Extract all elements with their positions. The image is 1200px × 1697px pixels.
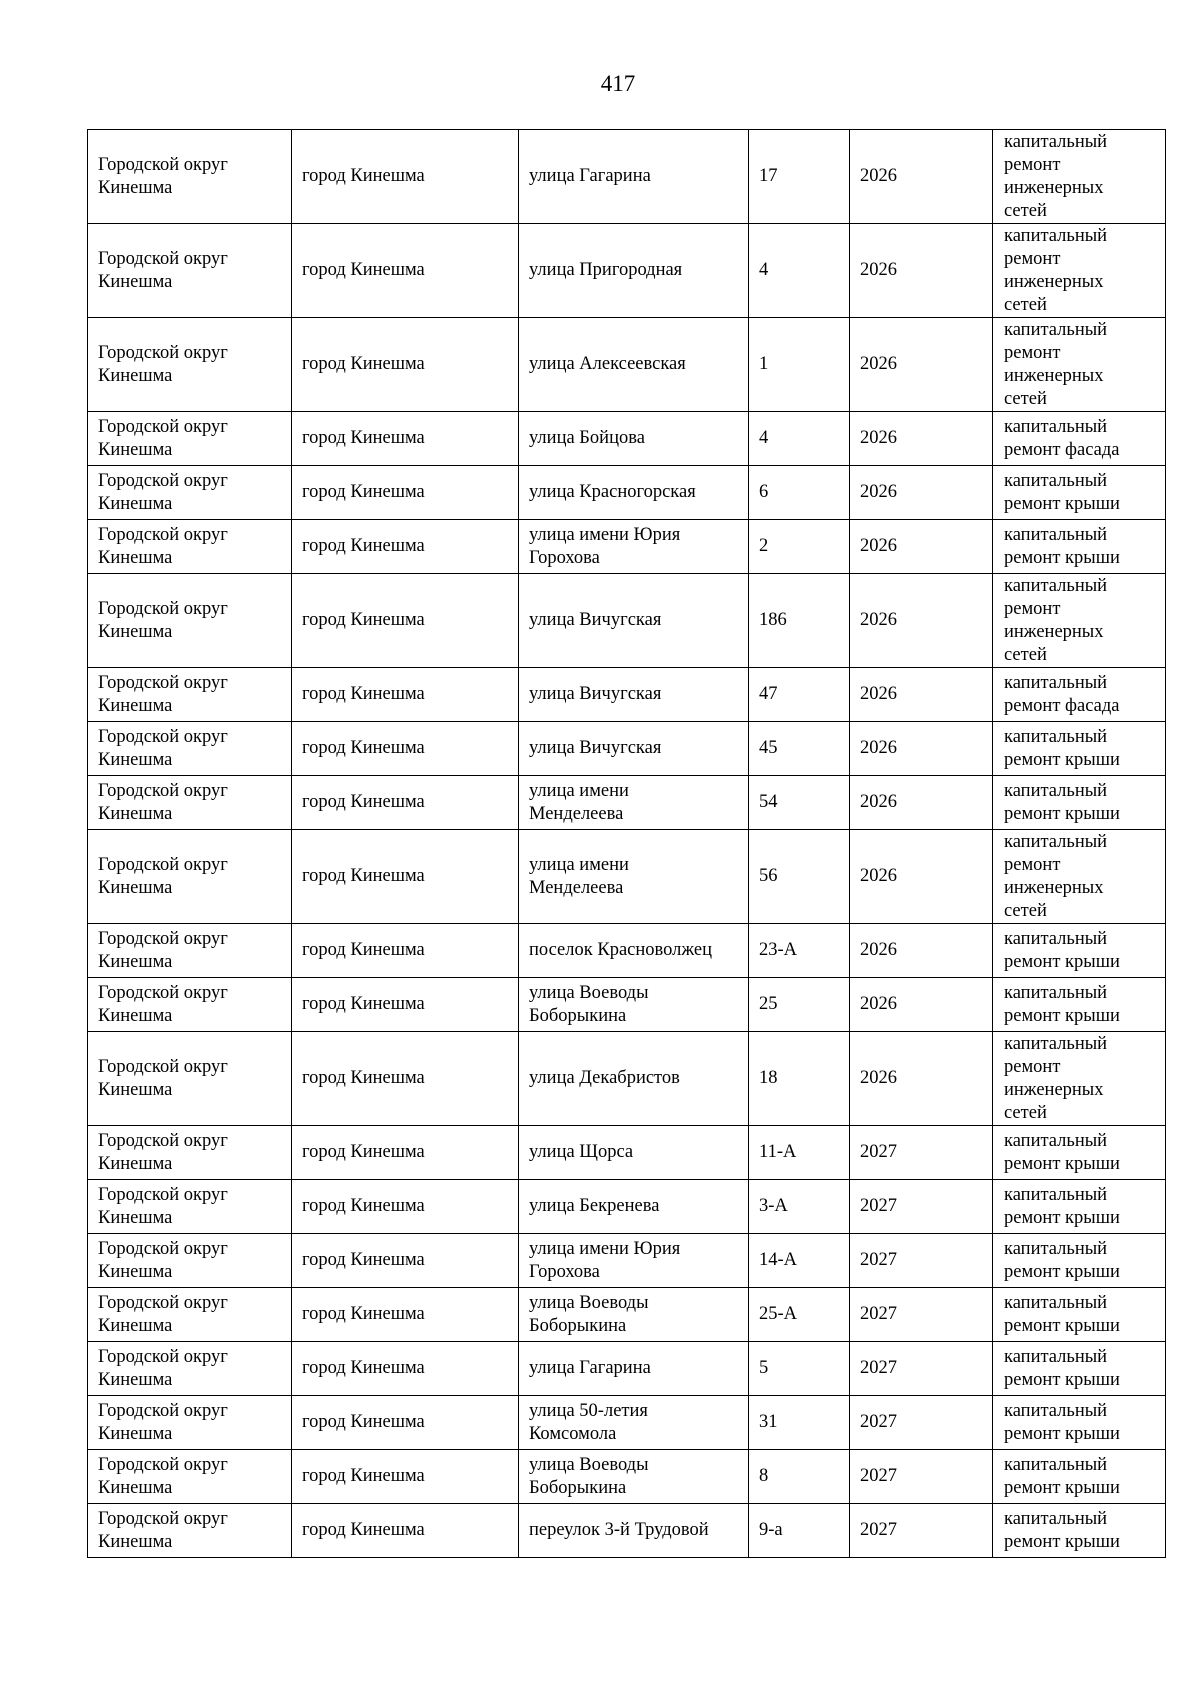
cell-settlement: город Кинешма [292, 1288, 519, 1342]
cell-work-type: капитальный ремонт крыши [993, 1180, 1166, 1234]
cell-year: 2027 [850, 1288, 993, 1342]
cell-street: улица Воеводы Боборыкина [519, 978, 749, 1032]
cell-settlement: город Кинешма [292, 924, 519, 978]
cell-year: 2026 [850, 412, 993, 466]
table-row [88, 1504, 1166, 1558]
cell-district: Городской округ Кинешма [88, 574, 292, 668]
cell-work-type: капитальный ремонт инженерных сетей [993, 830, 1166, 924]
cell-work-type: капитальный ремонт крыши [993, 924, 1166, 978]
cell-house: 4 [749, 412, 850, 466]
cell-work-type: капитальный ремонт крыши [993, 466, 1166, 520]
cell-house: 25-А [749, 1288, 850, 1342]
cell-street: улица имени Менделеева [519, 776, 749, 830]
cell-work-type: капитальный ремонт крыши [993, 1234, 1166, 1288]
table-row [88, 466, 1166, 520]
cell-work-type: капитальный ремонт крыши [993, 1342, 1166, 1396]
cell-settlement: город Кинешма [292, 1234, 519, 1288]
cell-work-type: капитальный ремонт крыши [993, 520, 1166, 574]
cell-street: улица Декабристов [519, 1032, 749, 1126]
cell-house: 8 [749, 1450, 850, 1504]
cell-year: 2026 [850, 722, 993, 776]
cell-district: Городской округ Кинешма [88, 1450, 292, 1504]
cell-district: Городской округ Кинешма [88, 1180, 292, 1234]
cell-street: улица Красногорская [519, 466, 749, 520]
cell-year: 2026 [850, 318, 993, 412]
cell-street: улица Гагарина [519, 1342, 749, 1396]
cell-street: улица Вичугская [519, 722, 749, 776]
table-row [88, 1396, 1166, 1450]
cell-district: Городской округ Кинешма [88, 224, 292, 318]
page-number: 417 [600, 71, 636, 96]
cell-year: 2027 [850, 1450, 993, 1504]
cell-year: 2027 [850, 1126, 993, 1180]
cell-settlement: город Кинешма [292, 224, 519, 318]
cell-street: поселок Красноволжец [519, 924, 749, 978]
cell-year: 2026 [850, 776, 993, 830]
cell-house: 6 [749, 466, 850, 520]
cell-district: Городской округ Кинешма [88, 1126, 292, 1180]
cell-house: 186 [749, 574, 850, 668]
cell-house: 4 [749, 224, 850, 318]
cell-district: Городской округ Кинешма [88, 520, 292, 574]
cell-work-type: капитальный ремонт фасада [993, 668, 1166, 722]
cell-district: Городской округ Кинешма [88, 776, 292, 830]
cell-year: 2026 [850, 1032, 993, 1126]
cell-work-type: капитальный ремонт крыши [993, 1450, 1166, 1504]
cell-year: 2026 [850, 130, 993, 224]
cell-house: 1 [749, 318, 850, 412]
cell-year: 2026 [850, 466, 993, 520]
table-row [88, 574, 1166, 668]
cell-settlement: город Кинешма [292, 1126, 519, 1180]
cell-house: 3-А [749, 1180, 850, 1234]
cell-street: улица Вичугская [519, 574, 749, 668]
cell-street: улица Бекренева [519, 1180, 749, 1234]
cell-street: улица имени Менделеева [519, 830, 749, 924]
cell-year: 2026 [850, 668, 993, 722]
cell-year: 2027 [850, 1342, 993, 1396]
cell-street: переулок 3-й Трудовой [519, 1504, 749, 1558]
cell-district: Городской округ Кинешма [88, 1342, 292, 1396]
cell-settlement: город Кинешма [292, 574, 519, 668]
table-row [88, 412, 1166, 466]
table-row [88, 1180, 1166, 1234]
cell-district: Городской округ Кинешма [88, 1288, 292, 1342]
cell-settlement: город Кинешма [292, 1180, 519, 1234]
cell-street: улица Щорса [519, 1126, 749, 1180]
table-row [88, 830, 1166, 924]
cell-district: Городской округ Кинешма [88, 412, 292, 466]
cell-work-type: капитальный ремонт крыши [993, 1288, 1166, 1342]
table-row [88, 224, 1166, 318]
table-row [88, 722, 1166, 776]
cell-work-type: капитальный ремонт фасада [993, 412, 1166, 466]
cell-work-type: капитальный ремонт крыши [993, 1396, 1166, 1450]
cell-settlement: город Кинешма [292, 668, 519, 722]
cell-settlement: город Кинешма [292, 520, 519, 574]
cell-settlement: город Кинешма [292, 1450, 519, 1504]
table-row [88, 1126, 1166, 1180]
cell-house: 47 [749, 668, 850, 722]
cell-house: 25 [749, 978, 850, 1032]
cell-house: 45 [749, 722, 850, 776]
cell-work-type: капитальный ремонт крыши [993, 1126, 1166, 1180]
cell-house: 14-А [749, 1234, 850, 1288]
repair-schedule-table [87, 129, 1166, 1558]
cell-year: 2026 [850, 924, 993, 978]
cell-settlement: город Кинешма [292, 318, 519, 412]
table-body [88, 130, 1166, 1558]
cell-work-type: капитальный ремонт инженерных сетей [993, 318, 1166, 412]
cell-settlement: город Кинешма [292, 830, 519, 924]
cell-year: 2026 [850, 978, 993, 1032]
table-row [88, 668, 1166, 722]
cell-house: 23-А [749, 924, 850, 978]
cell-street: улица 50-летия Комсомола [519, 1396, 749, 1450]
cell-settlement: город Кинешма [292, 1396, 519, 1450]
cell-work-type: капитальный ремонт крыши [993, 1504, 1166, 1558]
cell-house: 31 [749, 1396, 850, 1450]
cell-work-type: капитальный ремонт инженерных сетей [993, 130, 1166, 224]
cell-work-type: капитальный ремонт крыши [993, 722, 1166, 776]
cell-district: Городской округ Кинешма [88, 830, 292, 924]
cell-district: Городской округ Кинешма [88, 1504, 292, 1558]
cell-house: 54 [749, 776, 850, 830]
table-row [88, 520, 1166, 574]
cell-street: улица Вичугская [519, 668, 749, 722]
table-row [88, 1288, 1166, 1342]
table-row [88, 776, 1166, 830]
cell-street: улица Воеводы Боборыкина [519, 1288, 749, 1342]
cell-year: 2027 [850, 1504, 993, 1558]
cell-settlement: город Кинешма [292, 722, 519, 776]
cell-settlement: город Кинешма [292, 776, 519, 830]
cell-year: 2027 [850, 1396, 993, 1450]
table-row [88, 318, 1166, 412]
table-row [88, 1450, 1166, 1504]
cell-house: 18 [749, 1032, 850, 1126]
cell-street: улица Бойцова [519, 412, 749, 466]
table-row [88, 1342, 1166, 1396]
cell-district: Городской округ Кинешма [88, 1396, 292, 1450]
cell-work-type: капитальный ремонт инженерных сетей [993, 574, 1166, 668]
cell-year: 2026 [850, 224, 993, 318]
cell-street: улица имени Юрия Горохова [519, 1234, 749, 1288]
cell-district: Городской округ Кинешма [88, 1032, 292, 1126]
cell-year: 2026 [850, 520, 993, 574]
table-row [88, 130, 1166, 224]
cell-settlement: город Кинешма [292, 1342, 519, 1396]
cell-district: Городской округ Кинешма [88, 924, 292, 978]
cell-year: 2026 [850, 574, 993, 668]
cell-settlement: город Кинешма [292, 978, 519, 1032]
cell-settlement: город Кинешма [292, 466, 519, 520]
cell-district: Городской округ Кинешма [88, 978, 292, 1032]
cell-year: 2027 [850, 1234, 993, 1288]
cell-work-type: капитальный ремонт крыши [993, 978, 1166, 1032]
table-row [88, 924, 1166, 978]
cell-street: улица Алексеевская [519, 318, 749, 412]
cell-house: 2 [749, 520, 850, 574]
cell-street: улица имени Юрия Горохова [519, 520, 749, 574]
cell-street: улица Гагарина [519, 130, 749, 224]
cell-work-type: капитальный ремонт инженерных сетей [993, 224, 1166, 318]
cell-settlement: город Кинешма [292, 412, 519, 466]
cell-year: 2027 [850, 1180, 993, 1234]
cell-street: улица Воеводы Боборыкина [519, 1450, 749, 1504]
cell-district: Городской округ Кинешма [88, 130, 292, 224]
cell-year: 2026 [850, 830, 993, 924]
cell-district: Городской округ Кинешма [88, 668, 292, 722]
cell-street: улица Пригородная [519, 224, 749, 318]
table-row [88, 1032, 1166, 1126]
table-row [88, 1234, 1166, 1288]
cell-settlement: город Кинешма [292, 1504, 519, 1558]
cell-district: Городской округ Кинешма [88, 466, 292, 520]
table-row [88, 978, 1166, 1032]
cell-house: 11-А [749, 1126, 850, 1180]
cell-house: 9-а [749, 1504, 850, 1558]
cell-house: 17 [749, 130, 850, 224]
cell-house: 5 [749, 1342, 850, 1396]
cell-district: Городской округ Кинешма [88, 1234, 292, 1288]
cell-district: Городской округ Кинешма [88, 722, 292, 776]
cell-settlement: город Кинешма [292, 1032, 519, 1126]
cell-work-type: капитальный ремонт крыши [993, 776, 1166, 830]
cell-work-type: капитальный ремонт инженерных сетей [993, 1032, 1166, 1126]
cell-district: Городской округ Кинешма [88, 318, 292, 412]
cell-house: 56 [749, 830, 850, 924]
cell-settlement: город Кинешма [292, 130, 519, 224]
